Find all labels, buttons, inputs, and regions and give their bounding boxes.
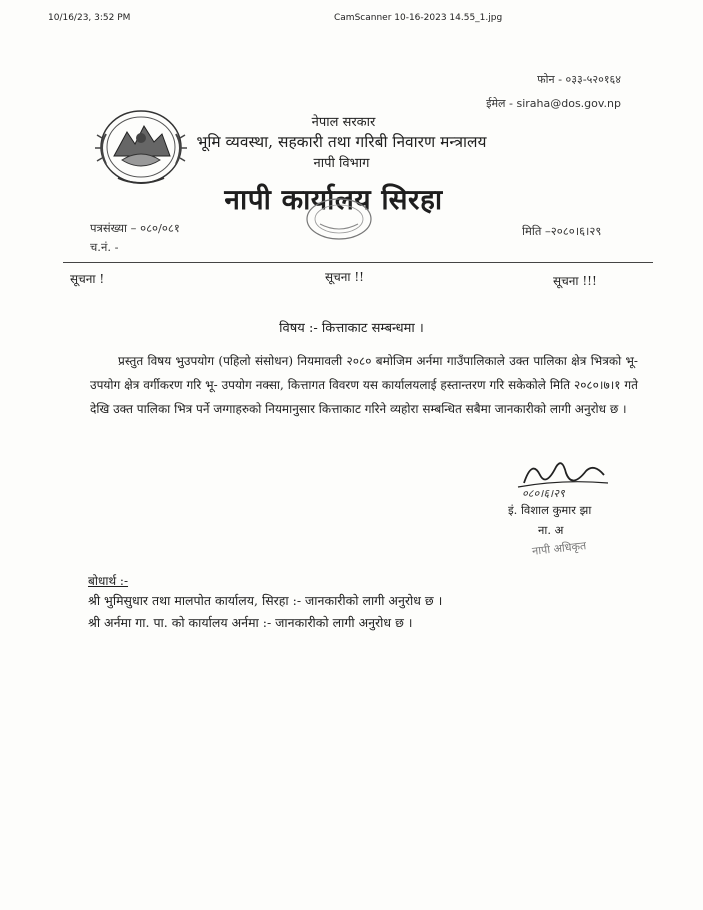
cc-heading: बोधार्थ :- (88, 574, 129, 588)
print-datetime: 10/16/23, 3:52 PM (48, 13, 131, 23)
letter-body: प्रस्तुत विषय भुउपयोग (पहिलो संसोधन) नियमावली २०८० बमोजिम अर्नमा गाउँपालिकाले उक्त पालिका क्षेत्र भित्रको भू- उपयोग क्षेत्र वर्गीकरण गरि भू- उपयोग नक्सा, कित्तागत विवरण यस कार्यालयलाई हस्तान्तरण गरि सकेकोले मिति २०८०।७।१ गते देखि उक्त पालिका भित्र पर्ने जग्गाहरुको नियमानुसार कित्ताकाट गरिने व्यहोरा सम्बन्धित सबैमा जानकारीको लागी अनुरोध छ । (90, 354, 638, 416)
print-filename: CamScanner 10-16-2023 14.55_1.jpg (334, 13, 503, 23)
signatory-designation: ना. अ (538, 523, 564, 537)
cc-recipient-1: श्री भुमिसुधार तथा मालपोत कार्यालय, सिरहा :- जानकारीको लागी अनुरोध छ । (88, 593, 443, 608)
cc-recipient-2: श्री अर्नमा गा. पा. को कार्यालय अर्नमा :- जानकारीको लागी अनुरोध छ । (88, 615, 413, 630)
signature-date: ०८०।६।२९ (522, 487, 565, 500)
letter-subject: विषय :- कित्ताकाट सम्बन्धमा । (279, 321, 424, 336)
dispatch-number: च.नं. - (90, 240, 119, 254)
letterhead-government: नेपाल सरकार (311, 115, 376, 130)
reference-number: पत्रसंख्या – ०८०/०८१ (90, 221, 180, 235)
notice-right: सूचना !!! (553, 274, 597, 288)
header-divider (63, 262, 653, 263)
letter-date: मिति –२०८०।६।२९ (522, 224, 602, 238)
letterhead-office: नापी कार्यालय सिरहा (224, 183, 443, 216)
contact-email: ईमेल - siraha@dos.gov.np (486, 97, 621, 110)
notice-left: सूचना ! (70, 272, 105, 286)
letterhead-ministry: भूमि व्यवस्था, सहकारी तथा गरिबी निवारण मन्त्रालय (196, 133, 487, 151)
office-seal-icon (304, 196, 374, 242)
contact-phone: फोन - ०३३-५२०१६४ (537, 73, 621, 86)
designation-stamp: नापी अधिकृत (531, 539, 587, 558)
letterhead-department: नापी विभाग (313, 156, 370, 171)
signatory-name: इं. विशाल कुमार झा (508, 503, 592, 517)
notice-center: सूचना !! (325, 270, 364, 284)
